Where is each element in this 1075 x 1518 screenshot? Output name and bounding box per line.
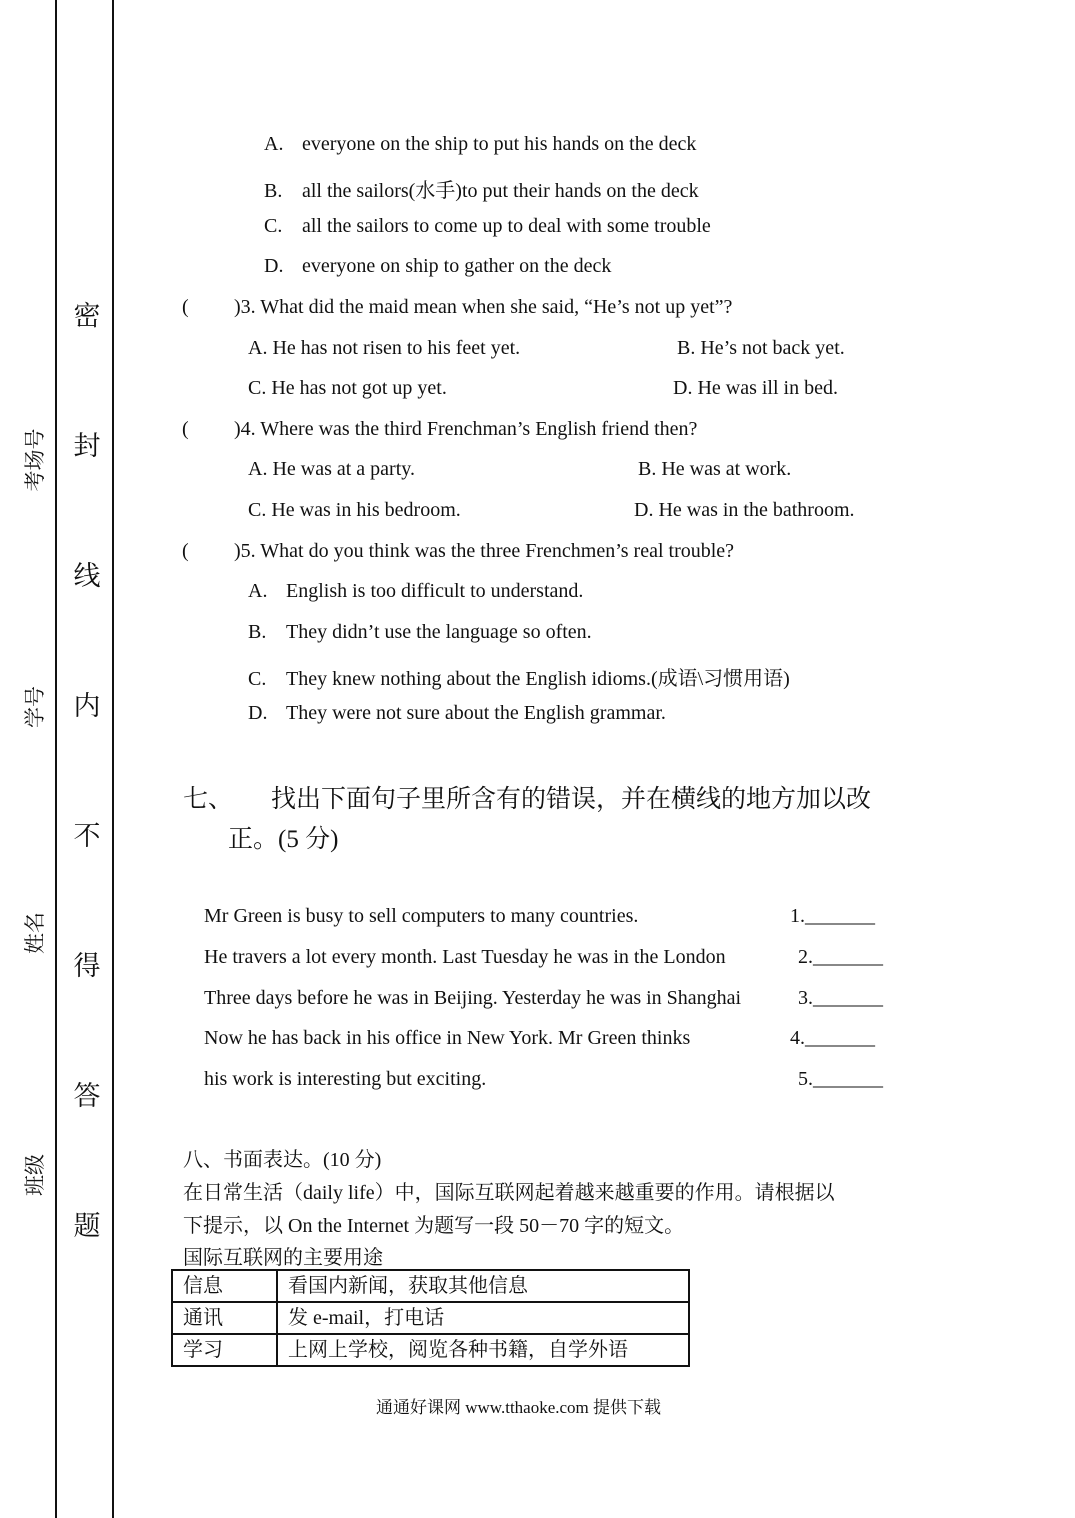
section7-title-line1: 找出下面句子里所含有的错误，并在横线的地方加以改: [271, 786, 872, 813]
student-number-label: 学号: [23, 686, 47, 728]
table-row: [172, 1302, 689, 1334]
section8-prompt-line2: 下提示，以 On the Internet 为题写一段 50－70 字的短文。: [183, 1215, 685, 1237]
exam-room-number-label: 考场号: [23, 428, 47, 492]
q4-stem-text: )4. Where was the third Frenchman’s English friend then?: [234, 418, 698, 440]
table-cell-detail: 上网上学校，阅览各种书籍，自学外语: [277, 1334, 689, 1366]
section7-number: 七、: [183, 786, 234, 813]
error-line-5: his work is interesting but exciting.: [204, 1068, 487, 1090]
q4-option-b: B. He was at work.: [638, 458, 792, 480]
error-line-1: Mr Green is busy to sell computers to many countries.: [204, 905, 639, 927]
error-blank-5[interactable]: 5._______: [798, 1068, 883, 1090]
error-blank-1[interactable]: 1._______: [790, 905, 875, 927]
q5-option-c-text: They knew nothing about the English idioms.(成语\习惯用语): [286, 668, 790, 690]
error-line-3: Three days before he was in Beijing. Yesterday he was in Shanghai: [204, 987, 742, 1009]
q3-option-d: D. He was ill in bed.: [673, 377, 838, 399]
seal-char-6: 得: [73, 951, 101, 981]
q3-stem-text: )3. What did the maid mean when she said, “He’s not up yet”?: [234, 296, 733, 318]
answer-paren[interactable]: (: [182, 540, 189, 562]
table-cell-category: 信息: [172, 1270, 277, 1302]
q2-option-c-text: all the sailors to come up to deal with some trouble: [302, 215, 711, 237]
q2-option-b-text: all the sailors(水手)to put their hands on the deck: [302, 180, 699, 202]
error-blank-4[interactable]: 4._______: [790, 1027, 875, 1049]
q5-option-a: [248, 580, 583, 603]
q5-option-c-letter: C.: [248, 668, 267, 690]
q4-option-d: D. He was in the bathroom.: [634, 499, 855, 521]
q2-option-d-letter: D.: [264, 255, 284, 277]
q5-option-a-letter: A.: [248, 580, 268, 602]
margin-line-left: [55, 0, 57, 1518]
seal-char-3: 线: [73, 561, 101, 591]
seal-char-2: 封: [73, 431, 101, 461]
section8-prompt-line1: 在日常生活（daily life）中，国际互联网起着越来越重要的作用。请根据以: [183, 1182, 835, 1204]
q4-stem: [182, 418, 697, 441]
seal-char-8: 题: [73, 1211, 101, 1241]
table-cell-detail: 发 e-mail，打电话: [277, 1302, 689, 1334]
margin-line-right: [112, 0, 114, 1518]
q2-option-c-letter: C.: [264, 215, 283, 237]
table-caption: 国际互联网的主要用途: [183, 1247, 383, 1269]
table-cell-category: 学习: [172, 1334, 277, 1366]
seal-char-4: 内: [73, 691, 101, 721]
q2-option-b-letter: B.: [264, 180, 283, 202]
seal-char-5: 不: [73, 821, 101, 851]
q2-option-d: [264, 255, 611, 278]
error-blank-2[interactable]: 2._______: [798, 946, 883, 968]
q3-option-c: C. He has not got up yet.: [248, 377, 447, 399]
q2-option-a: [264, 133, 696, 156]
table-row: [172, 1270, 689, 1302]
table-cell-category: 通讯: [172, 1302, 277, 1334]
q5-option-d: [248, 702, 666, 725]
q3-option-b: B. He’s not back yet.: [677, 337, 845, 359]
q5-option-b-letter: B.: [248, 621, 267, 643]
q5-option-d-letter: D.: [248, 702, 268, 724]
footer-source: 通通好课网 www.tthaoke.com 提供下载: [376, 1398, 662, 1417]
q5-stem-text: )5. What do you think was the three Frenchmen’s real trouble?: [234, 540, 735, 562]
q5-option-d-text: They were not sure about the English grammar.: [286, 702, 666, 724]
q4-option-c: C. He was in his bedroom.: [248, 499, 461, 521]
seal-char-7: 答: [73, 1081, 101, 1111]
section7-title-line2: 正。(5 分): [228, 826, 339, 853]
internet-uses-table: [171, 1269, 690, 1367]
name-label: 姓名: [23, 912, 47, 954]
q2-option-b: [264, 174, 699, 203]
q2-option-c: [264, 215, 711, 238]
q4-option-a: A. He was at a party.: [248, 458, 415, 480]
q5-option-c: [248, 662, 790, 691]
q5-stem: [182, 540, 734, 563]
error-line-2: He travers a lot every month. Last Tuesday he was in the London: [204, 946, 726, 968]
q2-option-d-text: everyone on ship to gather on the deck: [302, 255, 612, 277]
q3-stem: [182, 296, 732, 319]
q5-option-b: [248, 621, 592, 644]
error-line-4: Now he has back in his office in New York. Mr Green thinks: [204, 1027, 691, 1049]
answer-paren[interactable]: (: [182, 296, 189, 318]
class-label: 班级: [23, 1154, 47, 1196]
error-blank-3[interactable]: 3._______: [798, 987, 883, 1009]
q2-option-a-letter: A.: [264, 133, 284, 155]
table-cell-detail: 看国内新闻，获取其他信息: [277, 1270, 689, 1302]
q2-option-a-text: everyone on the ship to put his hands on the deck: [302, 133, 697, 155]
q3-option-a: A. He has not risen to his feet yet.: [248, 337, 521, 359]
q5-option-b-text: They didn’t use the language so often.: [286, 621, 592, 643]
table-row: [172, 1334, 689, 1366]
seal-char-1: 密: [73, 301, 101, 331]
q5-option-a-text: English is too difficult to understand.: [286, 580, 584, 602]
answer-paren[interactable]: (: [182, 418, 189, 440]
section8-title: 八、书面表达。(10 分): [183, 1149, 382, 1171]
